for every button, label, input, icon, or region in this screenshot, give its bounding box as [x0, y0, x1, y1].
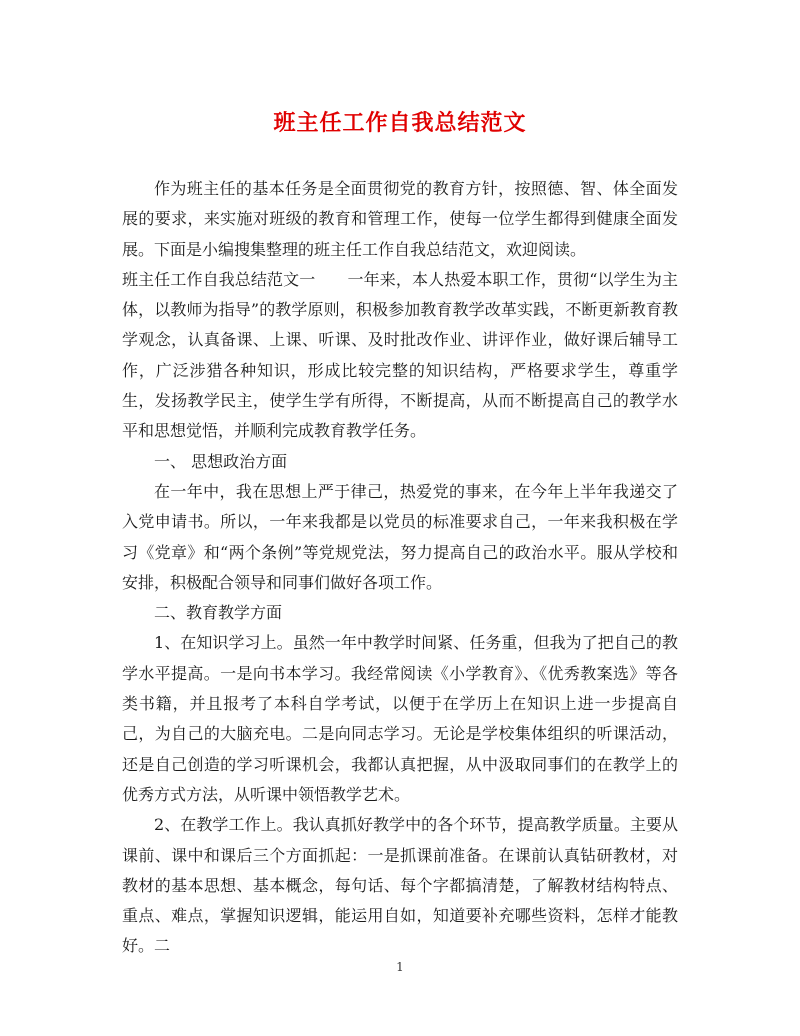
politics-paragraph: 在一年中，我在思想上严于律己，热爱党的事来，在今年上半年我递交了入党申请书。所以，一年来我都是以党员的标准要求自己，一年来我积极在学习《党章》和“两个条例”等党规党法，努力提高自己的政治水平。服从学校和安排，积极配合领导和同事们做好各项工作。	[122, 481, 678, 592]
section-heading-politics: 一、 思想政治方面	[154, 451, 288, 471]
sample-body: 一年来，本人热爱本职工作，贯彻“以学生为主体，以教师为指导”的教学原则，积极参加教育教学改革实践，不断更新教育教学观念，认真备课、上课、听课、及时批改作业、讲评作业，做好课后辅导工作，广泛涉猎各种知识，形成比较完整的知识结构，严格要求学生，尊重学生，发扬教学民主，使学生学有所得，不断提高，从而不断提高自己的教学水平和思想觉悟，并顺利完成教育教学任务。	[122, 269, 678, 441]
page-number: 1	[396, 960, 404, 974]
sample-label: 班主任工作自我总结范文一	[122, 269, 316, 289]
document-title: 班主任工作自我总结范文	[273, 110, 527, 136]
section-heading-teaching: 二、教育教学方面	[154, 603, 283, 623]
intro-paragraph: 作为班主任的基本任务是全面贯彻党的教育方针，按照德、智、体全面发展的要求，来实施对班级的教育和管理工作，使每一位学生都得到健康全面发展。下面是小编搜集整理的班主任工作自我总结范文，欢迎阅读。	[122, 179, 678, 259]
document-body	[122, 174, 678, 962]
sample-paragraph	[122, 265, 678, 447]
study-paragraph: 1、在知识学习上。虽然一年中教学时间紧、任务重，但我为了把自己的教学水平提高。一是向书本学习。我经常阅读《小学教育》、《优秀教案选》等各类书籍，并且报考了本科自学考试，以便于在学历上在知识上进一步提高自己，为自己的大脑充电。二是向同志学习。无论是学校集体组织的听课活动，还是自己创造的学习听课机会，我都认真把握，从中汲取同事们的在教学上的优秀方式方法，从听课中领悟教学艺术。	[122, 633, 678, 804]
teaching-paragraph: 2、在教学工作上。我认真抓好教学中的各个环节，提高教学质量。主要从课前、课中和课后三个方面抓起：一是抓课前准备。在课前认真钻研教材，对教材的基本思想、基本概念，每句话、每个字都搞清楚，了解教材结构特点、重点、难点，掌握知识逻辑，能运用自如，知道要补充哪些资料，怎样才能教好。二	[122, 815, 678, 956]
